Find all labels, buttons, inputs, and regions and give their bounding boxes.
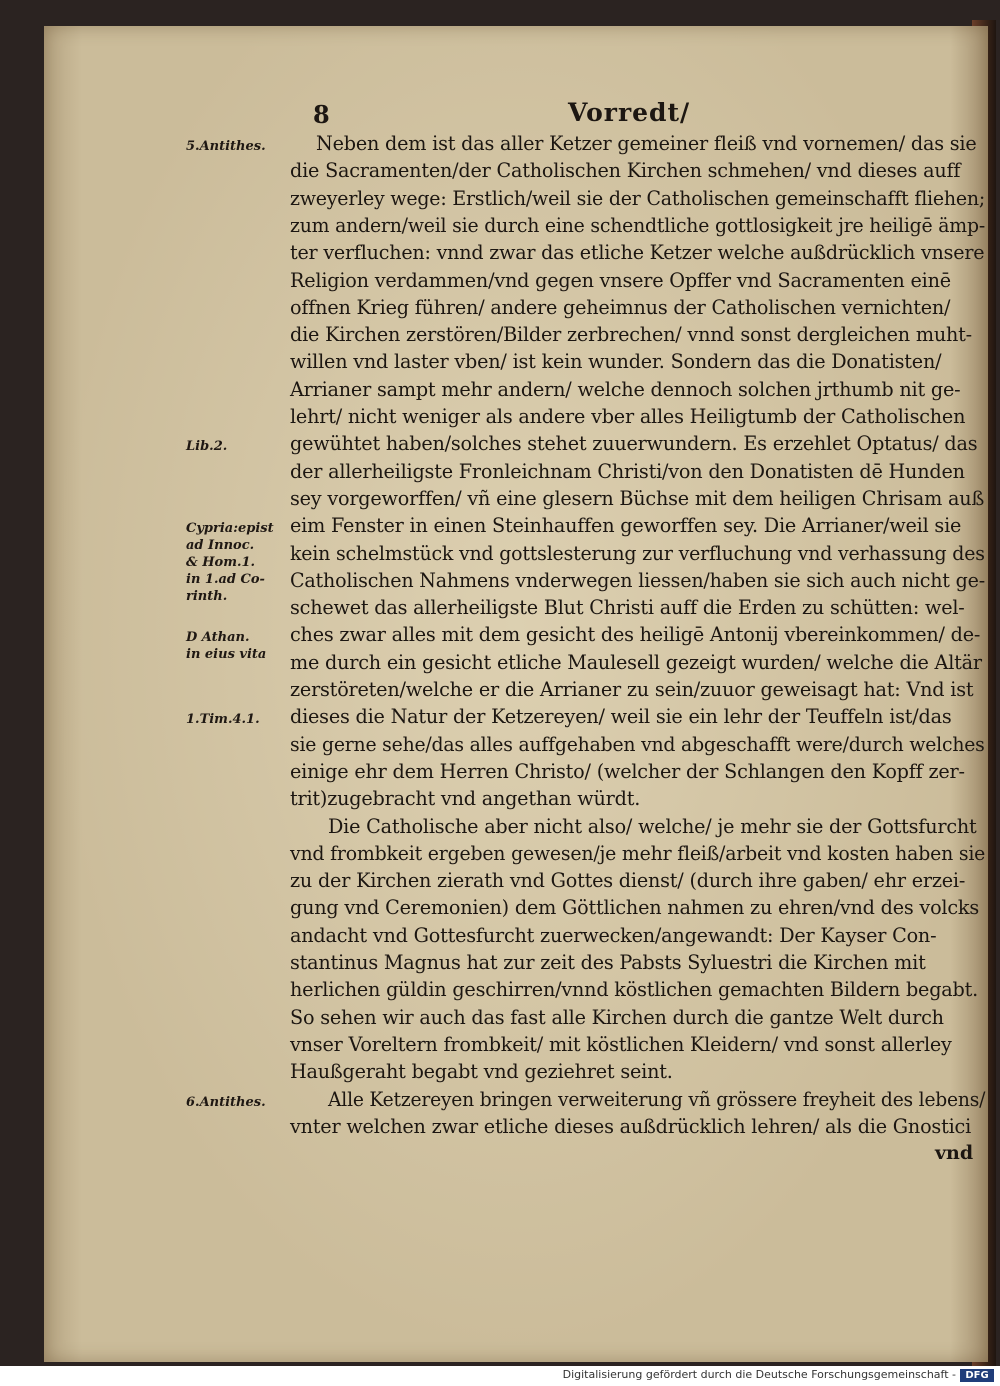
text-line: trit)zugebracht vnd angethan würdt.: [290, 787, 641, 811]
text-line: lehrt/ nicht weniger als andere vber alles Heiligtumb der Catholischen: [290, 405, 966, 428]
text-line: einige ehr dem Herren Christo/ (welcher der Schlangen den Kopff zer-: [290, 759, 965, 783]
text-line: vnd frombkeit ergeben gewesen/je mehr fleiß/arbeit vnd kosten haben sie: [290, 841, 986, 865]
text-line: kein schelmstück vnd gottslesterung zur verfluchung vnd verhassung des: [290, 541, 985, 565]
dfg-logo: DFG: [960, 1369, 994, 1382]
text-line: ter verfluchen: vnnd zwar das etliche Ketzer welche außdrücklich vnsere: [290, 241, 985, 265]
margin-note: 6.Antithes.: [186, 1094, 266, 1110]
text-line: offnen Krieg führen/ andere geheimnus der Catholischen vernichten/: [290, 295, 951, 319]
margin-note: Cypria:epist ad Innoc. & Hom.1. in 1.ad Co- rinth.: [186, 521, 274, 605]
text-line: gewühtet haben/solches stehet zuuerwundern. Es erzehlet Optatus/ das: [290, 432, 978, 456]
text-line: sie gerne sehe/das alles auffgehaben vnd abgeschafft were/durch welches: [290, 732, 985, 756]
text-line: Catholischen Nahmens vnderwegen liessen/haben sie sich auch nicht ge-: [290, 568, 985, 592]
catchword: vnd: [935, 1142, 974, 1165]
text-line: schewet das allerheiligste Blut Christi auff die Erden zu schütten: wel-: [290, 596, 965, 620]
margin-note: 5.Antithes.: [186, 139, 266, 154]
footer-bar: [0, 1366, 1000, 1386]
margin-note: Lib.2.: [186, 439, 228, 455]
text-line: eim Fenster in einen Steinhauffen geworffen sey. Die Arrianer/weil sie: [290, 514, 962, 538]
text-line: der allerheiligste Fronleichnam Christi/von den Donatisten dē Hunden: [290, 459, 965, 483]
text-line: zerstöreten/welche er die Arrianer zu sein/zuuor geweisagt hat: Vnd ist: [290, 678, 974, 701]
margin-note: D Athan. in eius vita: [186, 630, 267, 663]
page-number: 8: [313, 100, 330, 129]
text-line: Die Catholische aber nicht also/ welche/ je mehr sie der Gottsfurcht: [328, 814, 977, 838]
running-head: Vorredt/: [568, 98, 691, 127]
text-line: Neben dem ist das aller Ketzer gemeiner fleiß vnd vornemen/ das sie: [316, 132, 977, 155]
text-line: dieses die Natur der Ketzereyen/ weil sie ein lehr der Teuffeln ist/das: [290, 705, 952, 729]
text-line: zu der Kirchen zierath vnd Gottes dienst/ (durch ihre gaben/ ehr erzei-: [290, 869, 966, 893]
text-line: ches zwar alles mit dem gesicht des heiligē Antonij vbereinkommen/ de-: [290, 623, 981, 647]
margin-note: 1.Tim.4.1.: [186, 712, 260, 728]
text-line: Religion verdammen/vnd gegen vnsere Opffer vnd Sacramenten einē: [290, 268, 951, 292]
text-line: zum andern/weil sie durch eine schendtliche gottlosigkeit jre heiligē ämp-: [290, 213, 986, 237]
text-line: die Sacramenten/der Catholischen Kirchen schmehen/ vnd dieses auff: [290, 159, 961, 183]
text-line: herlichen güldin geschirren/vnnd köstlichen gemachten Bildern begabt.: [290, 978, 979, 1002]
text-line: me durch ein gesicht etliche Maulesell gezeigt wurden/ welche die Altär: [290, 650, 982, 674]
text-line: die Kirchen zerstören/Bilder zerbrechen/ vnnd sonst dergleichen muht-: [290, 323, 972, 347]
text-line: andacht vnd Gottesfurcht zuerwecken/angewandt: Der Kayser Con-: [290, 923, 937, 947]
text-line: vnser Voreltern frombkeit/ mit köstlichen Kleidern/ vnd sonst allerley: [290, 1032, 952, 1056]
text-line: stantinus Magnus hat zur zeit des Pabsts Syluestri die Kirchen mit: [290, 951, 926, 974]
text-line: willen vnd laster vben/ ist kein wunder. Sondern das die Donatisten/: [290, 350, 942, 374]
text-line: zweyerley wege: Erstlich/weil sie der Catholischen gemeinschafft fliehen;: [290, 186, 986, 210]
text-line: Arrianer sampt mehr andern/ welche dennoch solchen jrthumb nit ge-: [290, 377, 961, 401]
text-line: Alle Ketzereyen bringen verweiterung vñ grössere freyheit des lebens/: [328, 1087, 986, 1111]
text-line: sey vorgeworffen/ vñ eine glesern Büchse mit dem heiligen Chrisam auß: [290, 486, 985, 510]
text-line: vnter welchen zwar etliche dieses außdrücklich lehren/ als die Gnostici: [290, 1114, 972, 1138]
text-line: So sehen wir auch das fast alle Kirchen durch die gantze Welt durch: [290, 1005, 944, 1029]
funding-credit: Digitalisierung gefördert durch die Deutsche Forschungsgemeinschaft -: [562, 1368, 956, 1381]
text-line: gung vnd Ceremonien) dem Göttlichen nahmen zu ehren/vnd des volcks: [290, 896, 979, 920]
text-line: Haußgeraht begabt vnd geziehret seint.: [290, 1060, 673, 1084]
